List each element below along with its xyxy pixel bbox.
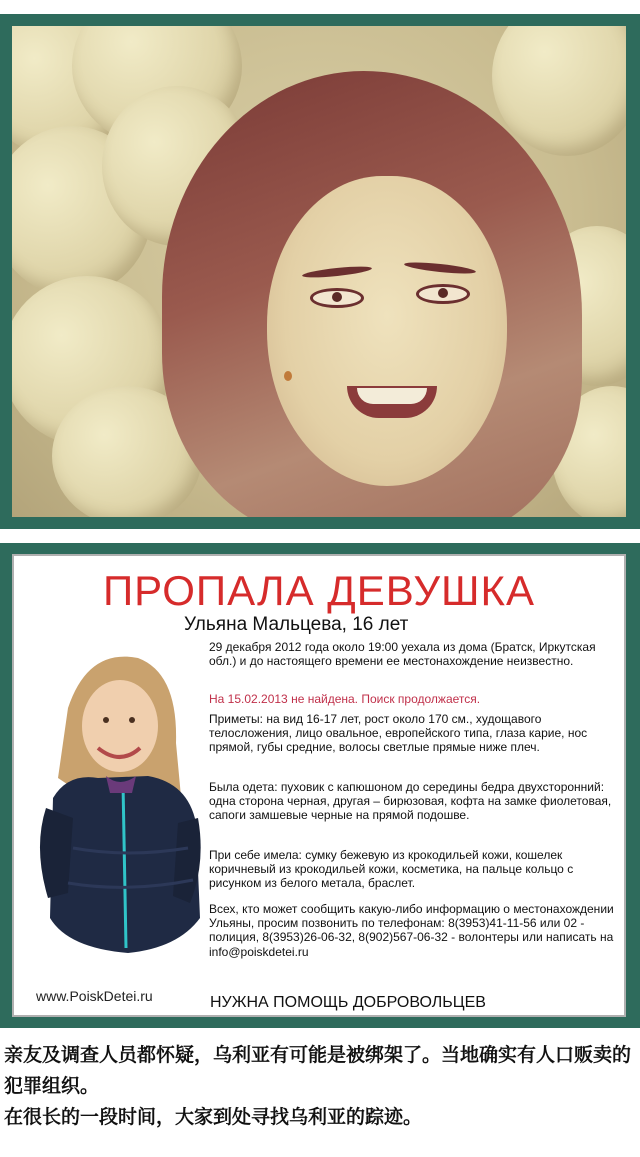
- face: [267, 176, 507, 486]
- website-label: www.PoiskDetei.ru: [36, 988, 153, 1004]
- portrait-photo: [12, 26, 626, 517]
- article-caption: [4, 1040, 636, 1133]
- caption-paragraph: 在很长的一段时间，大家到处寻找乌利亚的踪迹。: [4, 1106, 423, 1128]
- missing-poster: [12, 554, 626, 1017]
- photo-frame: [0, 14, 640, 529]
- poster-belongings-text: При себе имела: сумку бежевую из крокодильей кожи, кошелек коричневый из крокодильей кожи, косметика, на пальце кольцо с рисунком из белого метала, браслет.: [209, 848, 574, 891]
- poster-disappearance-text: 29 декабря 2012 года около 19:00 уехала из дома (Братск, Иркутская обл.) и до настоящего времени ее местонахождение неизвестно.: [209, 640, 596, 669]
- volunteers-needed-label: НУЖНА ПОМОЩЬ ДОБРОВОЛЬЦЕВ: [210, 994, 486, 1011]
- poster-status-text: На 15.02.2013 не найдена. Поиск продолжается.: [209, 692, 481, 706]
- girl-photo: [28, 648, 203, 968]
- poster-name: Ульяна Мальцева, 16 лет: [184, 614, 409, 635]
- eye: [416, 284, 470, 304]
- poster-title: ПРОПАЛА ДЕВУШКА: [102, 567, 536, 614]
- caption-paragraph: 亲友及调查人员都怀疑，乌利亚有可能是被绑架了。当地确实有人口贩卖的犯罪组织。: [4, 1044, 632, 1097]
- poster-description-text: Приметы: на вид 16-17 лет, рост около 170 см., худощавого телосложения, лицо овальное, европейского типа, глаза карие, нос прямой, губы средние, волосы светлые прямые ниже плеч.: [209, 712, 588, 755]
- poster-contact-text: Всех, кто может сообщить какую-либо информацию о местонахождении Ульяны, просим позвонить по телефонам: 8(3953)41-11-56 или 02 - полиция, 8(3953)26-06-32, 8(902)567-06-32 - волонтеры или написать на info@poiskdetei.ru: [209, 902, 614, 959]
- earring: [284, 371, 292, 381]
- eye: [310, 288, 364, 308]
- poster-frame: [0, 543, 640, 1028]
- teeth: [357, 388, 427, 404]
- poster-clothing-text: Была одета: пуховик с капюшоном до середины бедра двухсторонний: одна сторона черная, другая – бирюзовая, кофта на замке фиолетовая, сапоги замшевые черные на прямой подошве.: [209, 780, 612, 823]
